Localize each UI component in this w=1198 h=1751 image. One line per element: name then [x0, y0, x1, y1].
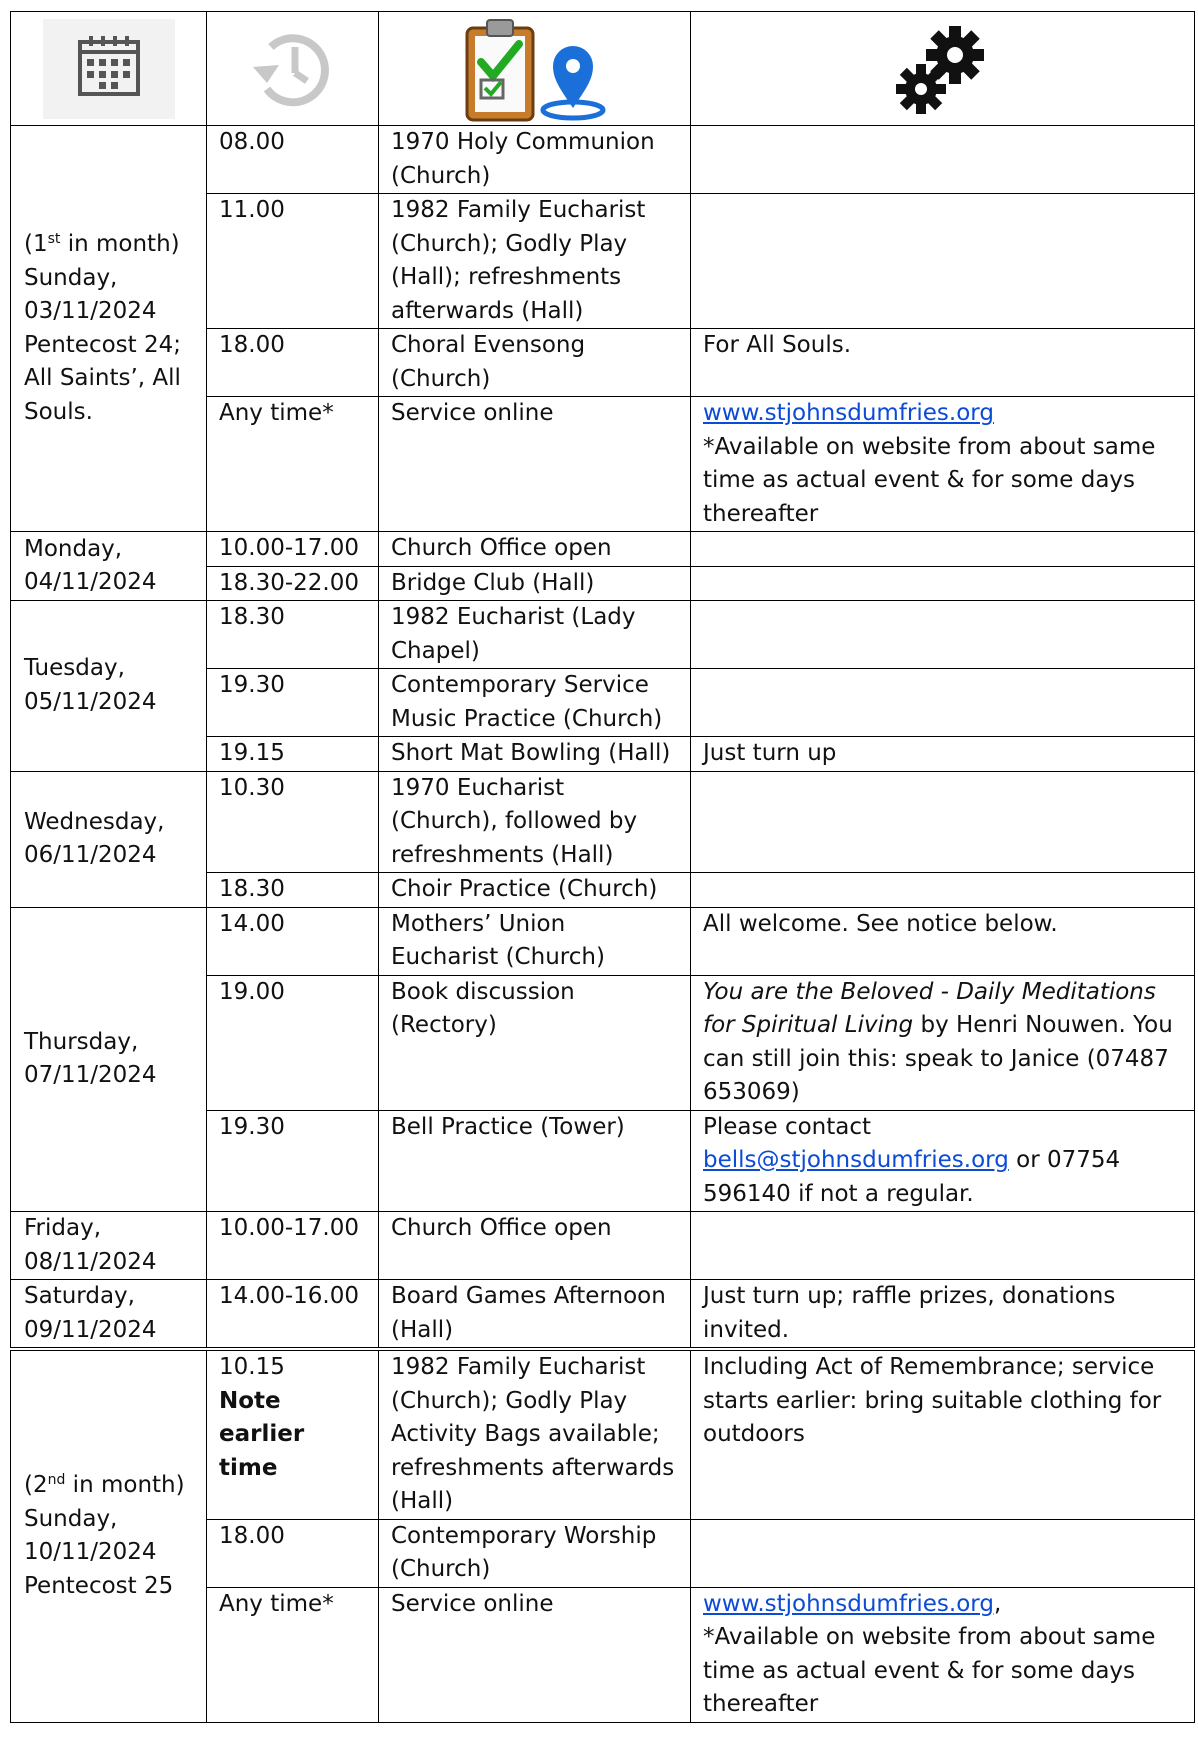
activity-cell: Contemporary Service Music Practice (Church): [379, 669, 691, 737]
notes-cell: For All Souls.: [691, 329, 1195, 397]
event-row: [11, 771, 1195, 873]
activity-cell: 1970 Holy Communion (Church): [379, 126, 691, 194]
notes-cell: Just turn up: [691, 737, 1195, 772]
time-cell: 19.15: [207, 737, 379, 772]
day-cell: Saturday, 09/11/2024: [11, 1280, 207, 1350]
notes-cell: [691, 669, 1195, 737]
clipboard-checklist-location-icon: [461, 14, 609, 124]
activity-cell: Church Office open: [379, 532, 691, 567]
book-title: You are the Beloved - Daily Meditations for Spiritual Living: [703, 978, 1156, 1038]
activity-cell: Service online: [379, 397, 691, 532]
activity-cell: Church Office open: [379, 1212, 691, 1280]
activity-cell: 1982 Eucharist (Lady Chapel): [379, 601, 691, 669]
notes-cell: [691, 873, 1195, 908]
activity-cell: Service online: [379, 1587, 691, 1722]
notes-cell: Please contact bells@stjohnsdumfries.org or 07754 596140 if not a regular.: [691, 1110, 1195, 1212]
notes-cell: You are the Beloved - Daily Meditations for Spiritual Living by Henri Nouwen. You can still join this: speak to Janice (07487 653069): [691, 975, 1195, 1110]
time-cell: 19.00: [207, 975, 379, 1110]
notes-cell: [691, 126, 1195, 194]
email-link[interactable]: bells@stjohnsdumfries.org: [703, 1147, 1009, 1173]
activity-cell: Mothers’ Union Eucharist (Church): [379, 907, 691, 975]
time-cell: 18.30-22.00: [207, 566, 379, 601]
time-column-header: [207, 12, 379, 126]
notes-cell: www.stjohnsdumfries.org, *Available on website from about same time as actual event & for some days thereafter: [691, 1587, 1195, 1722]
day-cell: Tuesday, 05/11/2024: [11, 601, 207, 772]
event-row: [11, 907, 1195, 975]
activity-cell: 1982 Family Eucharist (Church); Godly Play Activity Bags available; refreshments afterwards (Hall): [379, 1349, 691, 1519]
notes-cell: [691, 771, 1195, 873]
event-row: [11, 601, 1195, 669]
notes-cell: All welcome. See notice below.: [691, 907, 1195, 975]
notes-cell: [691, 1519, 1195, 1587]
time-cell: 14.00: [207, 907, 379, 975]
notes-cell: Including Act of Remembrance; service starts earlier: bring suitable clothing for outdoors: [691, 1349, 1195, 1519]
notes-cell: Just turn up; raffle prizes, donations invited.: [691, 1280, 1195, 1350]
time-cell: 14.00-16.00: [207, 1280, 379, 1350]
time-cell: 10.00-17.00: [207, 532, 379, 567]
time-cell: Any time*: [207, 397, 379, 532]
activity-cell: Short Mat Bowling (Hall): [379, 737, 691, 772]
event-row: [11, 532, 1195, 567]
notes-cell: [691, 194, 1195, 329]
day-cell: Monday, 04/11/2024: [11, 532, 207, 601]
time-cell: 10.30: [207, 771, 379, 873]
time-cell: 08.00: [207, 126, 379, 194]
schedule-table: [10, 11, 1195, 1723]
time-cell: 19.30: [207, 1110, 379, 1212]
time-cell: Any time*: [207, 1587, 379, 1722]
time-cell: 10.15 Note earlier time: [207, 1349, 379, 1519]
event-row: [11, 1212, 1195, 1280]
time-cell: 18.00: [207, 1519, 379, 1587]
day-cell: Thursday, 07/11/2024: [11, 907, 207, 1212]
notes-cell: [691, 601, 1195, 669]
website-link[interactable]: www.stjohnsdumfries.org: [703, 1590, 994, 1617]
activity-cell: 1982 Family Eucharist (Church); Godly Play (Hall); refreshments afterwards (Hall): [379, 194, 691, 329]
calendar-icon: [43, 19, 175, 119]
notes-cell: [691, 532, 1195, 567]
notes-cell: [691, 566, 1195, 601]
day-cell: Wednesday, 06/11/2024: [11, 771, 207, 907]
activity-cell: 1970 Eucharist (Church), followed by refreshments (Hall): [379, 771, 691, 873]
clock-icon: [245, 21, 341, 117]
activity-cell: Contemporary Worship (Church): [379, 1519, 691, 1587]
day-cell: (2nd in month) Sunday, 10/11/2024 Pentecost 25: [11, 1349, 207, 1722]
notes-column-header: [691, 12, 1195, 126]
day-cell: Friday, 08/11/2024: [11, 1212, 207, 1280]
time-note: Note earlier time: [219, 1387, 305, 1481]
time-cell: 18.30: [207, 601, 379, 669]
time-cell: 11.00: [207, 194, 379, 329]
event-row: [11, 1280, 1195, 1350]
day-cell: (1st in month) Sunday, 03/11/2024 Pentecost 24; All Saints’, All Souls.: [11, 126, 207, 532]
website-link[interactable]: www.stjohnsdumfries.org: [703, 400, 994, 426]
activity-cell: Board Games Afternoon (Hall): [379, 1280, 691, 1350]
date-column-header: [11, 12, 207, 126]
time-cell: 18.00: [207, 329, 379, 397]
time-cell: 18.30: [207, 873, 379, 908]
activity-cell: Choir Practice (Church): [379, 873, 691, 908]
activity-cell: Bridge Club (Hall): [379, 566, 691, 601]
notes-cell: [691, 1212, 1195, 1280]
header-row: [11, 12, 1195, 126]
activity-cell: Bell Practice (Tower): [379, 1110, 691, 1212]
activity-column-header: [379, 12, 691, 126]
activity-cell: Book discussion (Rectory): [379, 975, 691, 1110]
activity-cell: Choral Evensong (Church): [379, 329, 691, 397]
time-cell: 19.30: [207, 669, 379, 737]
event-row: [11, 126, 1195, 194]
notes-cell: www.stjohnsdumfries.org *Available on website from about same time as actual event & for some days thereafter: [691, 397, 1195, 532]
gears-icon: [893, 19, 993, 119]
time-cell: 10.00-17.00: [207, 1212, 379, 1280]
event-row: [11, 1349, 1195, 1519]
